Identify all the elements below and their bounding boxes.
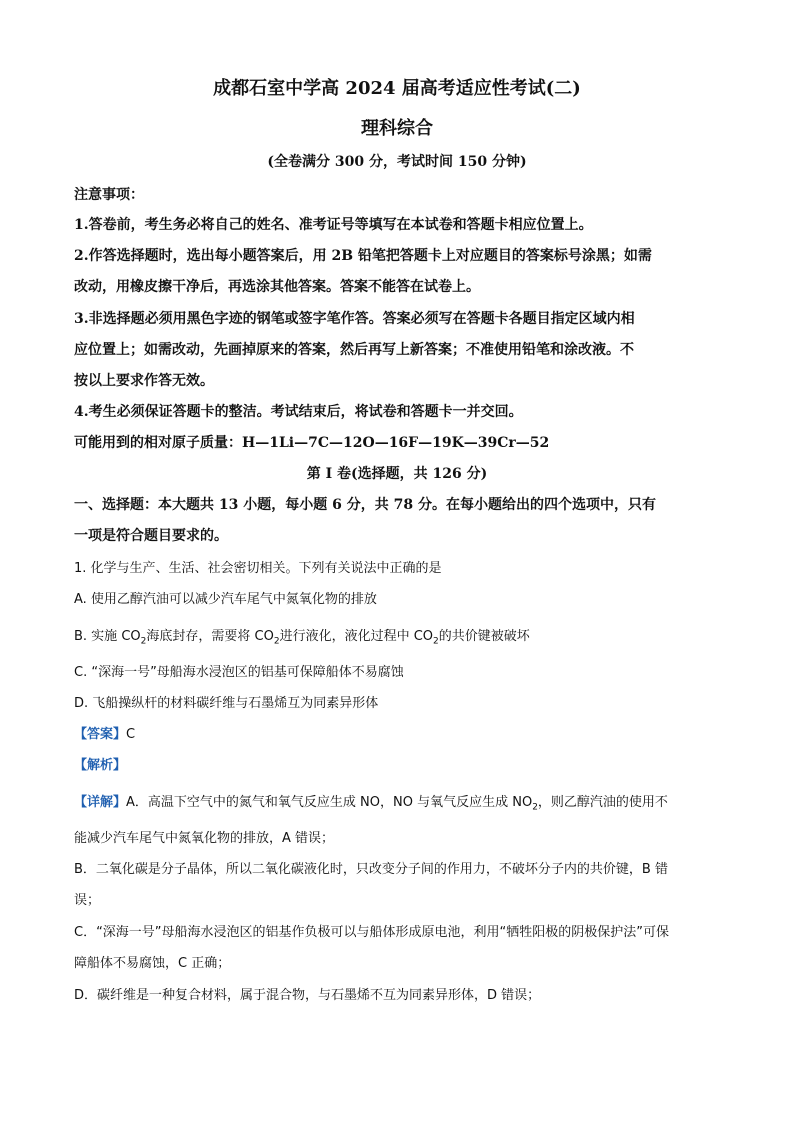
- detail-a-line-2: 能减少汽车尾气中氮氧化物的排放，A 错误；: [74, 831, 335, 846]
- instruction-1: 1.答卷前，考生务必将自己的姓名、准考证号等填写在本试卷和答题卡相应位置上。: [74, 217, 593, 233]
- instructions-heading: 注意事项：: [74, 187, 144, 203]
- option-c: C. “深海一号”母船海水浸泡区的铝基可保障船体不易腐蚀: [74, 665, 404, 680]
- instruction-3b: 应位置上；如需改动，先画掉原来的答案，然后再写上新答案；不准使用铅笔和涂改液。不: [74, 342, 634, 358]
- atomic-masses: 可能用到的相对原子质量：H—1Li—7C—12O—16F—19K—39Cr—52: [74, 435, 550, 451]
- analysis-label: 【解析】: [74, 758, 127, 773]
- detail-b-line-2: 误；: [74, 893, 101, 908]
- exam-title: 成都石室中学高 2024 届高考适应性考试(二): [213, 78, 581, 99]
- instruction-2b: 改动，用橡皮擦干净后，再选涂其他答案。答案不能答在试卷上。: [74, 279, 480, 295]
- detail-d-line-1: D．碳纤维是一种复合材料，属于混合物，与石墨烯不互为同素异形体，D 错误；: [74, 988, 541, 1003]
- detail-c-line-2: 障船体不易腐蚀，C 正确；: [74, 956, 231, 971]
- subject-title: 理科综合: [361, 118, 433, 139]
- question-stem: 1. 化学与生产、生活、社会密切相关。下列有关说法中正确的是: [74, 561, 442, 576]
- section-desc-1: 一、选择题：本大题共 13 小题，每小题 6 分，共 78 分。在每小题给出的四个选项中，只有: [74, 497, 656, 513]
- answer-label: 【答案】: [74, 727, 127, 742]
- instruction-3c: 按以上要求作答无效。: [74, 373, 214, 389]
- detail-a-line-1: 【详解】A．高温下空气中的氮气和氧气反应生成 NO，NO 与氧气反应生成 $NO_2$，则乙醇汽油的使用不: [74, 795, 668, 813]
- option-d: D. 飞船操纵杆的材料碳纤维与石墨烯互为同素异形体: [74, 696, 379, 711]
- option-b: B. 实施 $CO_2$海底封存，需要将 $CO_2$进行液化，液化过程中 $CO_2$的共价键被破坏: [74, 629, 530, 647]
- detail-label: 【详解】: [74, 795, 127, 810]
- answer-value: C: [126, 727, 136, 742]
- instruction-4: 4.考生必须保证答题卡的整洁。考试结束后，将试卷和答题卡一并交回。: [74, 404, 523, 420]
- option-a: A. 使用乙醇汽油可以减少汽车尾气中氮氧化物的排放: [74, 592, 377, 607]
- instruction-2a: 2.作答选择题时，选出每小题答案后，用 2B 铅笔把答题卡上对应题目的答案标号涂黑；如需: [74, 248, 652, 264]
- answer-line: [74, 723, 135, 742]
- detail-b-line-1: B．二氧化碳是分子晶体，所以二氧化碳液化时，只改变分子间的作用力，不破坏分子内的共价键，B 错: [74, 862, 668, 877]
- section-desc-2: 一项是符合题目要求的。: [74, 528, 228, 544]
- exam-note: (全卷满分 300 分，考试时间 150 分钟): [267, 154, 527, 170]
- detail-c-line-1: C．“深海一号”母船海水浸泡区的铝基作负极可以与船体形成原电池，利用“牺牲阳极的阴极保护法”可保: [74, 925, 670, 940]
- instruction-3a: 3.非选择题必须用黑色字迹的钢笔或签字笔作答。答案必须写在答题卡各题目指定区域内相: [74, 311, 635, 327]
- section-title: 第 I 卷(选择题，共 126 分): [306, 466, 488, 482]
